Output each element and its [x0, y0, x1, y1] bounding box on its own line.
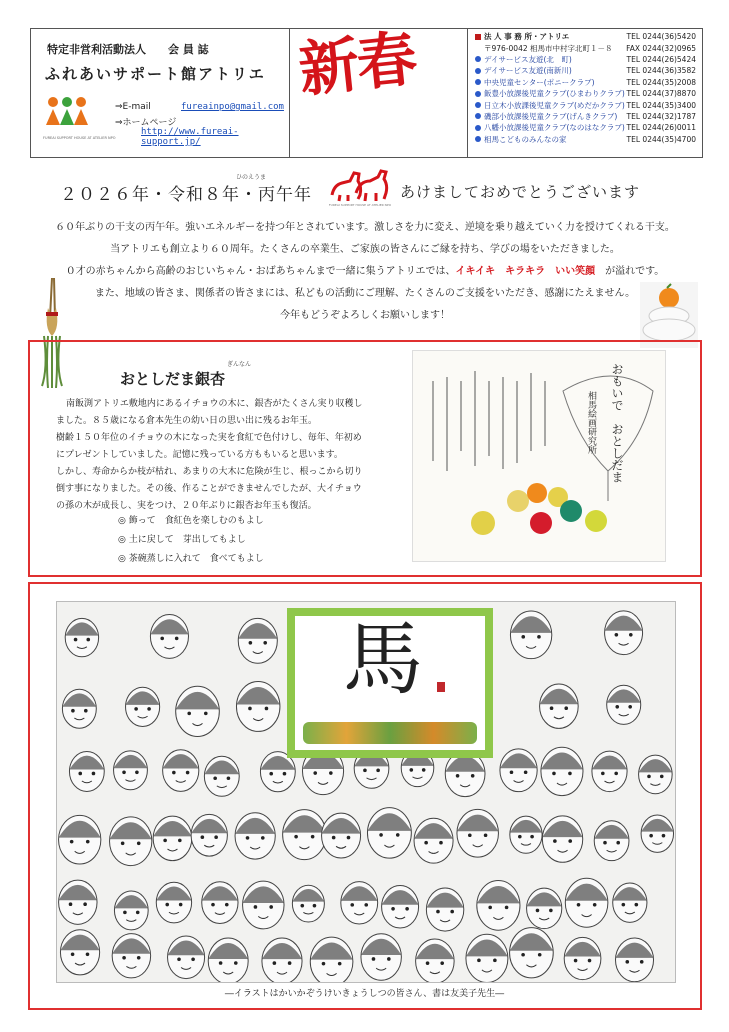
org-name: ふれあいサポート館アトリエ: [45, 65, 266, 83]
sketch-face: [112, 934, 150, 978]
kagami-mochi-image: [640, 282, 698, 348]
directory-item: デイサービス友遊(北 町) TEL 0244(26)5424: [475, 54, 696, 65]
logo-icon: [43, 95, 91, 135]
directory-item: デイサービス友遊(南新川) TEL 0244(36)3582: [475, 65, 696, 76]
otoshidama-title: おとしだま銀杏: [120, 370, 226, 388]
sketch-face: [541, 747, 583, 795]
sketch-face: [361, 934, 401, 980]
email-label: ⇒E-mail: [115, 102, 151, 112]
sketch-face: [382, 886, 419, 929]
title-ruby: ひのえうま: [236, 174, 267, 181]
sketch-face: [176, 686, 220, 736]
homepage-label: ⇒ホームページ: [115, 118, 177, 128]
sketch-face: [126, 687, 160, 726]
sketch-face: [592, 751, 627, 791]
sketch-face: [235, 813, 275, 859]
body-line: 樹齢１５０年位のイチョウの木になった実を食紅で色付けし、毎年、年初め: [56, 433, 362, 443]
sketch-face: [59, 880, 97, 924]
sketch-face: [65, 618, 98, 656]
sketch-face: [322, 813, 361, 858]
sketch-face: [114, 751, 148, 790]
sketch-face: [191, 814, 227, 856]
studio-name: 相馬絵画研究所: [586, 391, 596, 454]
sketch-face: [262, 938, 302, 982]
sketch-face: [69, 751, 104, 791]
sketch-face: [527, 888, 562, 928]
body-line: 南飯渕アトリエ敷地内にあるイチョウの木に、銀杏がたくさん実り収穫し: [66, 399, 363, 409]
logo-text: FUREAI SUPPORT HOUSE AT ATELIER NPO: [43, 136, 116, 140]
list-item: ◎ 土に戻して 芽出してもよし: [118, 535, 246, 545]
list-item: ◎ 茶碗蒸しに入れて 食べてもよし: [118, 554, 264, 564]
directory-item: 飯豊小放課後児童クラブ(ひまわりクラブ) TEL 0244(37)8870: [475, 88, 696, 99]
intro-paragraph: 今年もどうぞよろしくお願いします！: [280, 310, 450, 321]
sketch-face: [426, 888, 463, 931]
sketch-face: [292, 885, 324, 922]
otoshidama-body: [56, 396, 386, 515]
directory-head: 法 人 事 務 所・アトリエ TEL 0244(36)5420: [475, 31, 696, 42]
intro-paragraph: また、地域の皆さま、関係者の皆さまには、私どもの活動にご理解、たくさんのご支援をいただき、感謝にたえません。: [94, 288, 636, 299]
sketch-face: [605, 611, 643, 655]
sketch-face: [243, 881, 284, 929]
directory-item: 日立木小放課後児童クラブ(めだかクラブ) TEL 0244(35)3400: [475, 99, 696, 110]
body-line: の孫の木が成長し、実をつけ、２０年ぶりに銀杏お年玉も復活。: [56, 501, 317, 511]
sketch-face: [414, 818, 453, 863]
shinshun-calligraphy: 新春: [295, 24, 419, 106]
sketch-face: [62, 689, 96, 728]
masthead-title: [289, 24, 468, 157]
seal-stamp: [437, 682, 445, 692]
intro-paragraph: ６０年ぶりの干支の丙午年。強いエネルギーを持つ年とされています。激しさを力に変え、逆境を乗り越えていく力を授けてくれる干支。: [55, 222, 675, 233]
masthead: [30, 24, 703, 158]
sketch-face: [510, 816, 542, 853]
sketch-face: [163, 750, 199, 792]
otoshidama-ruby: ぎんなん: [227, 361, 252, 368]
sketch-face: [565, 878, 608, 927]
sketch-face: [457, 809, 499, 857]
directory-item: 相馬こどものみんなの家 TEL 0244(35)4700: [475, 134, 696, 145]
org-type: 特定非営利活動法人 会 員 誌: [47, 43, 209, 56]
sketch-face: [542, 816, 582, 862]
masthead-left: [31, 29, 290, 157]
sketch-face: [150, 615, 188, 659]
sketch-face: [341, 882, 378, 924]
body-line: にプレゼントしていました。記憶に残っている方ももいると思います。: [56, 450, 343, 460]
sketch-face: [466, 934, 508, 982]
sketch-face: [510, 611, 551, 659]
sketch-face: [168, 936, 205, 979]
body-line: しかし、寿命からか枝が枯れ、あまりの大木に危険が生じ、根っこから切り: [56, 467, 363, 477]
directory: [467, 29, 702, 157]
calligraphy-frame: [287, 608, 493, 758]
leaf-border: [303, 722, 477, 744]
calligraphy-text: おもいで おとしだま: [610, 363, 624, 483]
drawing-caption: ―イラストはかいかぞうけいきょうしつの皆さん、書は友美子先生―: [224, 989, 505, 999]
sketch-face: [477, 881, 520, 931]
intro-paragraph: ０才の赤ちゃんから高齢のおじいちゃん・おばあちゃんまで一緒に集うアトリエでは、イキイキ キラキラ いい笑顔 が溢れです。: [65, 266, 665, 277]
list-item: ◎ 飾って 食紅色を楽しむのもよし: [118, 516, 264, 526]
sketch-face: [110, 817, 152, 866]
sketch-face: [208, 938, 248, 982]
directory-item: 八幡小放課後児童クラブ(なのはなクラブ) TEL 0244(26)0011: [475, 122, 696, 133]
sketch-face: [310, 937, 353, 982]
sketch-face: [236, 681, 279, 731]
sketch-face: [204, 756, 239, 796]
sketch-face: [613, 883, 647, 922]
children-drawing: [56, 601, 676, 983]
body-line: 倒す事になりました。その後、作ることができませんでしたが、大イチョウ: [56, 484, 362, 494]
intro-text: [40, 217, 690, 327]
sketch-face: [500, 749, 537, 792]
sketch-face: [594, 821, 629, 861]
sketch-face: [156, 882, 191, 923]
sketch-face: [510, 928, 554, 978]
homepage-link[interactable]: http://www.fureai-support.jp/: [141, 127, 239, 147]
sketch-face: [641, 815, 673, 852]
directory-address: 〒976-0042 相馬市中村字北町１－８ FAX 0244(32)0965: [484, 43, 696, 53]
sketch-face: [367, 808, 411, 858]
sketch-face: [238, 618, 277, 663]
sketch-face: [416, 939, 455, 982]
sketch-face: [615, 938, 653, 982]
sketch-face: [639, 755, 673, 794]
directory-item: 磯部小放課後児童クラブ(げんきクラブ) TEL 0244(32)1787: [475, 111, 696, 122]
sketch-face: [60, 930, 99, 975]
horse-logo-icon: FUREAI SUPPORT HOUSE AT ATELIER NPO: [326, 165, 394, 209]
sketch-face: [283, 810, 326, 860]
body-line: ました。８５歳になる倉本先生の幼い日の思い出に残るお年玉。: [56, 416, 318, 426]
sketch-face: [114, 891, 148, 930]
sketch-face: [153, 816, 192, 860]
ginkgo-photo: [412, 350, 666, 562]
directory-item: 中央児童センター(ポニークラブ) TEL 0244(35)2008: [475, 77, 696, 88]
new-year-greeting: あけましておめでとうございます: [400, 183, 641, 201]
sketch-face: [564, 937, 601, 979]
sketch-face: [59, 815, 101, 864]
sketch-face: [607, 685, 641, 724]
otoshidama-list: [118, 512, 264, 569]
horse-kanji: 馬: [343, 613, 423, 706]
sketch-face: [540, 684, 579, 728]
sketch-face: [202, 882, 238, 924]
intro-paragraph: 当アトリエも創立より６０周年。たくさんの卒業生、ご家族の皆さんにご縁を持ち、学びの場をいただきました。: [110, 244, 620, 255]
year-title: ２０２６年・令和８年・丙午年: [60, 185, 312, 205]
email-link[interactable]: fureainpo@gmail.com: [181, 102, 284, 112]
